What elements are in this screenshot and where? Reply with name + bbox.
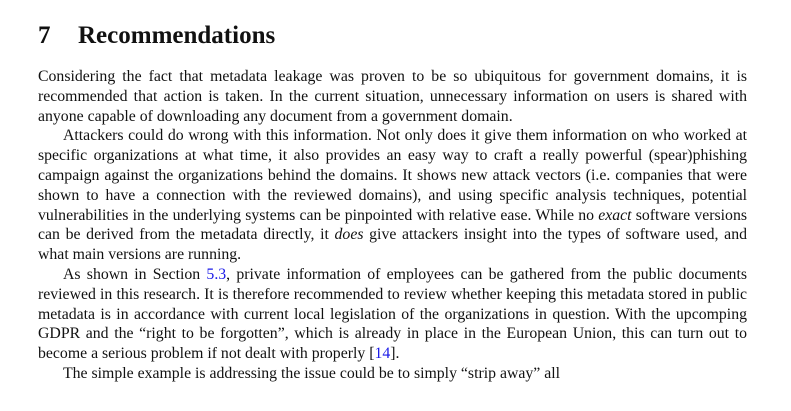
paragraph-1: Considering the fact that metadata leakage was proven to be so ubiquitous for government domains, it is recommended that action is taken. In the current situation, unnecessary information on users is shared with anyone capable of downloading any document from a government domain. <box>38 68 747 125</box>
paragraph-4-partial: The simple example is addressing the issue could be to simply “strip away” all <box>63 364 561 382</box>
paragraph-3-text-b: , private information of employees can be gathered from the public documents reviewed in this research. It is therefore recommended to review whether keeping this metadata stored in public metadata is in accordance with current local legislation of the organizations in question. With the upcomping GDPR and the “right to be forgotten”, which is already in place in the European Union, this can turn out to become a serious problem if not dealt with properly <box>38 265 747 363</box>
paragraph-2-text-a: Attackers could do wrong with this information. Not only does it give them information on who worked at specific organizations at what time, it also provides an easy way to craft a really powerful (spear)phishing campaign against the organizations behind the domains. It shows new attack vectors (i.e. companies that were shown to have a connection with the reviewed domains), and using specific analysis techniques, potential vulnerabilities in the underlying systems can be pinpointed with relative ease. While no <box>38 127 747 224</box>
paragraph-2-text-c: give attackers insight into the types of software used, and what main versions are running. <box>38 226 747 264</box>
paragraph-3-end: . <box>395 345 400 363</box>
section-reference-link[interactable]: 5.3 <box>206 265 227 283</box>
citation-link[interactable]: 14 <box>374 345 391 363</box>
section-body <box>38 67 747 382</box>
emphasis-does: does <box>334 226 364 244</box>
emphasis-exact: exact <box>598 206 632 224</box>
paragraph-2 <box>38 126 747 265</box>
citation-close-bracket: ] <box>390 345 396 363</box>
section-number: 7 <box>38 22 51 49</box>
paragraph-3 <box>38 265 747 364</box>
paragraph-2-text-b: software versions can be derived from the metadata directly, it <box>38 206 747 244</box>
paragraph-3-text-a: As shown in Section <box>63 265 207 283</box>
citation-open-bracket: [ <box>369 345 375 363</box>
section-heading <box>38 20 275 52</box>
section-title: Recommendations <box>78 22 276 49</box>
